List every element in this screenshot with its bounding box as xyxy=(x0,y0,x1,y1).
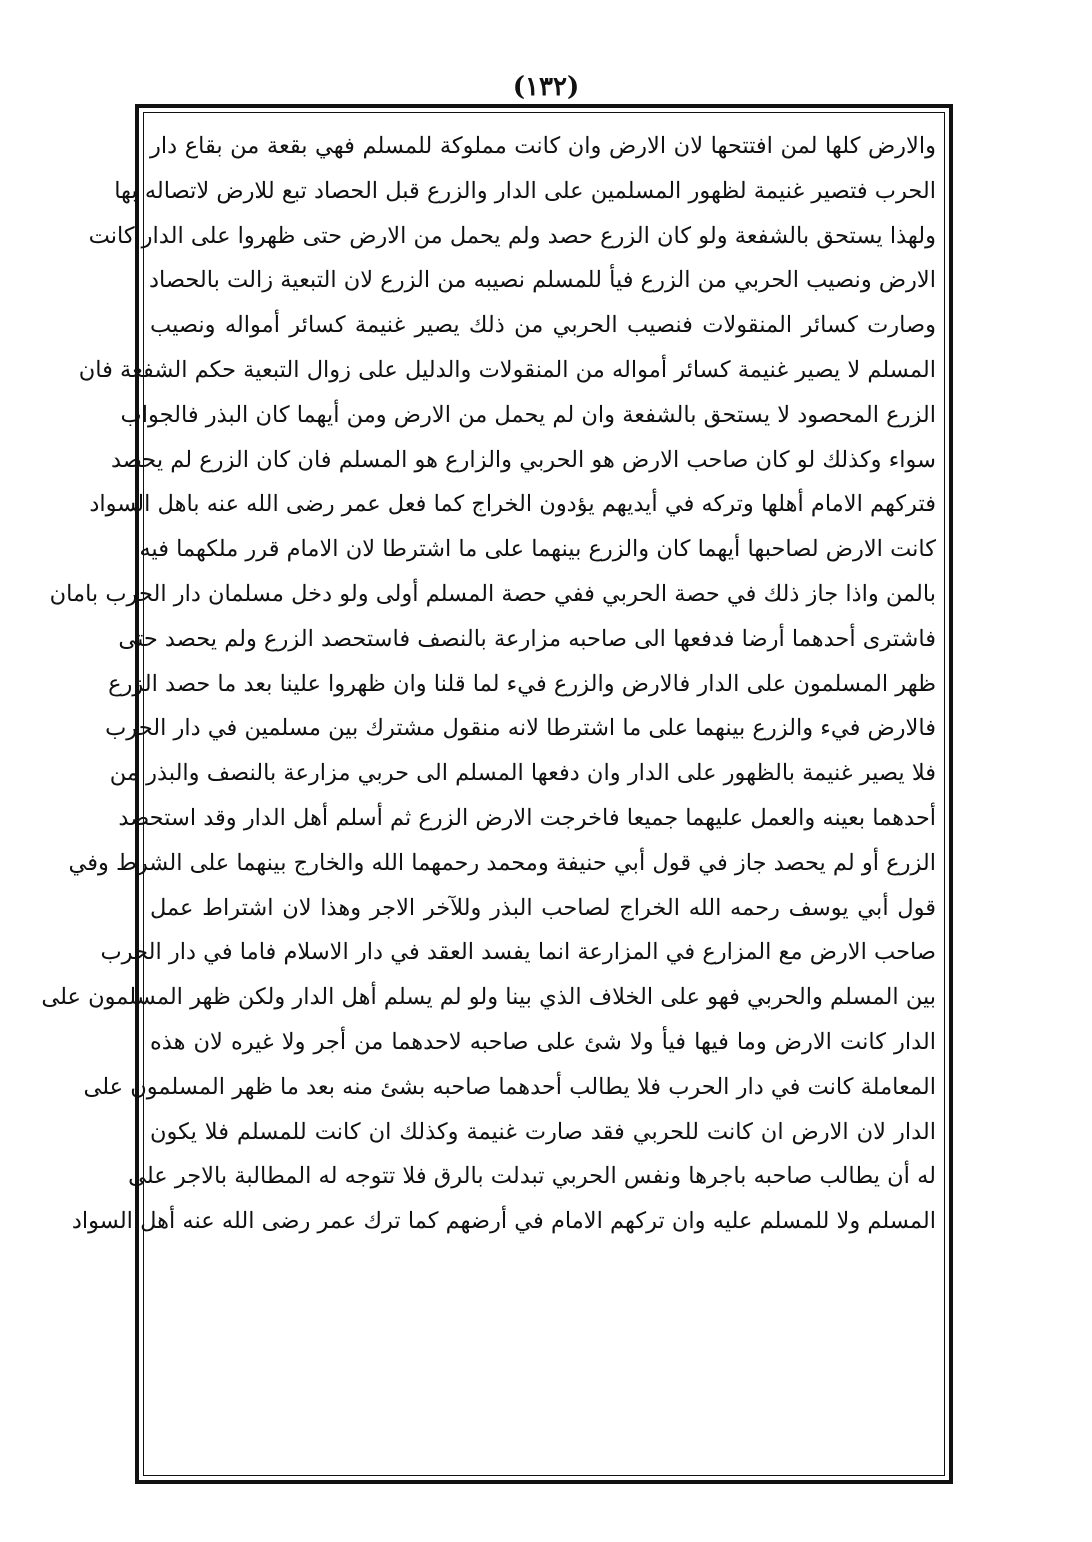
text-line: فالارض فيء والزرع بينهما على ما اشترطا لانه منقول مشترك بين مسلمين في دار الحرب xyxy=(105,715,936,742)
text-line: فلا يصير غنيمة بالظهور على الدار وان دفعها المسلم الى حربي مزارعة بالنصف والبذر من xyxy=(109,760,936,787)
text-line: ولهذا يستحق بالشفعة ولو كان الزرع حصد ولم يحمل من الارض حتى ظهروا على الدار كانت xyxy=(88,222,936,249)
text-line: الدار لان الارض ان كانت للحربي فقد صارت غنيمة وكذلك ان كانت للمسلم فلا يكون xyxy=(150,1118,936,1145)
text-line: أحدهما بعينه والعمل عليهما جميعا فاخرجت الارض الزرع ثم أسلم أهل الدار وقد استحصد xyxy=(118,804,936,831)
text-line: الزرع المحصود لا يستحق بالشفعة وان لم يحمل من الارض ومن أيهما كان البذر فالجواب xyxy=(120,401,936,428)
text-line: وصارت كسائر المنقولات فنصيب الحربي من ذلك يصير غنيمة كسائر أمواله ونصيب xyxy=(150,312,936,339)
text-line: الدار كانت الارض وما فيها فيأ ولا شئ على صاحبه لاحدهما من أجر ولا غيره لان هذه xyxy=(150,1028,936,1055)
text-line: المعاملة كانت في دار الحرب فلا يطالب أحدهما صاحبه بشئ منه بعد ما ظهر المسلمون على xyxy=(83,1073,936,1100)
text-line: بين المسلم والحربي فهو على الخلاف الذي بينا ولو لم يسلم أهل الدار ولكن ظهر المسلمون على xyxy=(41,984,936,1011)
text-line: كانت الارض لصاحبها أيهما كان والزرع بينهما على ما اشترطا لان الامام قرر ملكهما فيه xyxy=(139,536,936,563)
text-line: سواء وكذلك لو كان صاحب الارض هو الحربي والزارع هو المسلم فان كان الزرع لم يحصد xyxy=(110,446,936,473)
text-line: فتركهم الامام أهلها وتركه في أيديهم يؤدون الخراج كما فعل عمر رضى الله عنه باهل السواد xyxy=(89,491,936,518)
text-line: الحرب فتصير غنيمة لظهور المسلمين على الدار والزرع قبل الحصاد تبع للارض لاتصاله بها xyxy=(114,177,936,204)
page-number: (١٣٢) xyxy=(512,72,580,102)
text-line: والارض كلها لمن افتتحها لان الارض وان كانت مملوكة للمسلم فهي بقعة من بقاع دار xyxy=(150,133,936,159)
text-line: بالمن واذا جاز ذلك في حصة الحربي ففي حصة المسلم أولى ولو دخل مسلمان دار الحرب بامان xyxy=(49,580,936,607)
text-line: الزرع أو لم يحصد جاز في قول أبي حنيفة ومحمد رحمهما الله والخارج بينهما على الشرط وفي xyxy=(68,849,936,876)
text-line: المسلم ولا للمسلم عليه وان تركهم الامام في أرضهم كما ترك عمر رضى الله عنه أهل السواد xyxy=(71,1208,936,1235)
body-text xyxy=(41,124,936,1464)
text-line: فاشترى أحدهما أرضا فدفعها الى صاحبه مزارعة بالنصف فاستحصد الزرع ولم يحصد حتى xyxy=(118,625,936,652)
text-line: الارض ونصيب الحربي من الزرع فيأ للمسلم نصيبه من الزرع لان التبعية زالت بالحصاد xyxy=(148,267,936,294)
text-line: المسلم لا يصير غنيمة كسائر أمواله من المنقولات والدليل على زوال التبعية حكم الشفعة فان xyxy=(78,356,936,383)
text-line: له أن يطالب صاحبه باجرها ونفس الحربي تبدلت بالرق فلا تتوجه له المطالبة بالاجر على xyxy=(128,1163,936,1190)
text-line: ظهر المسلمون على الدار فالارض والزرع فيء لما قلنا وان ظهروا علينا بعد ما حصد الزرع xyxy=(108,670,936,697)
text-line: قول أبي يوسف رحمه الله الخراج لصاحب البذر وللآخر الاجر وهذا لان اشتراط عمل xyxy=(150,894,936,921)
text-line: صاحب الارض مع المزارع في المزارعة انما يفسد العقد في دار الاسلام فاما في دار الحرب xyxy=(100,939,936,966)
